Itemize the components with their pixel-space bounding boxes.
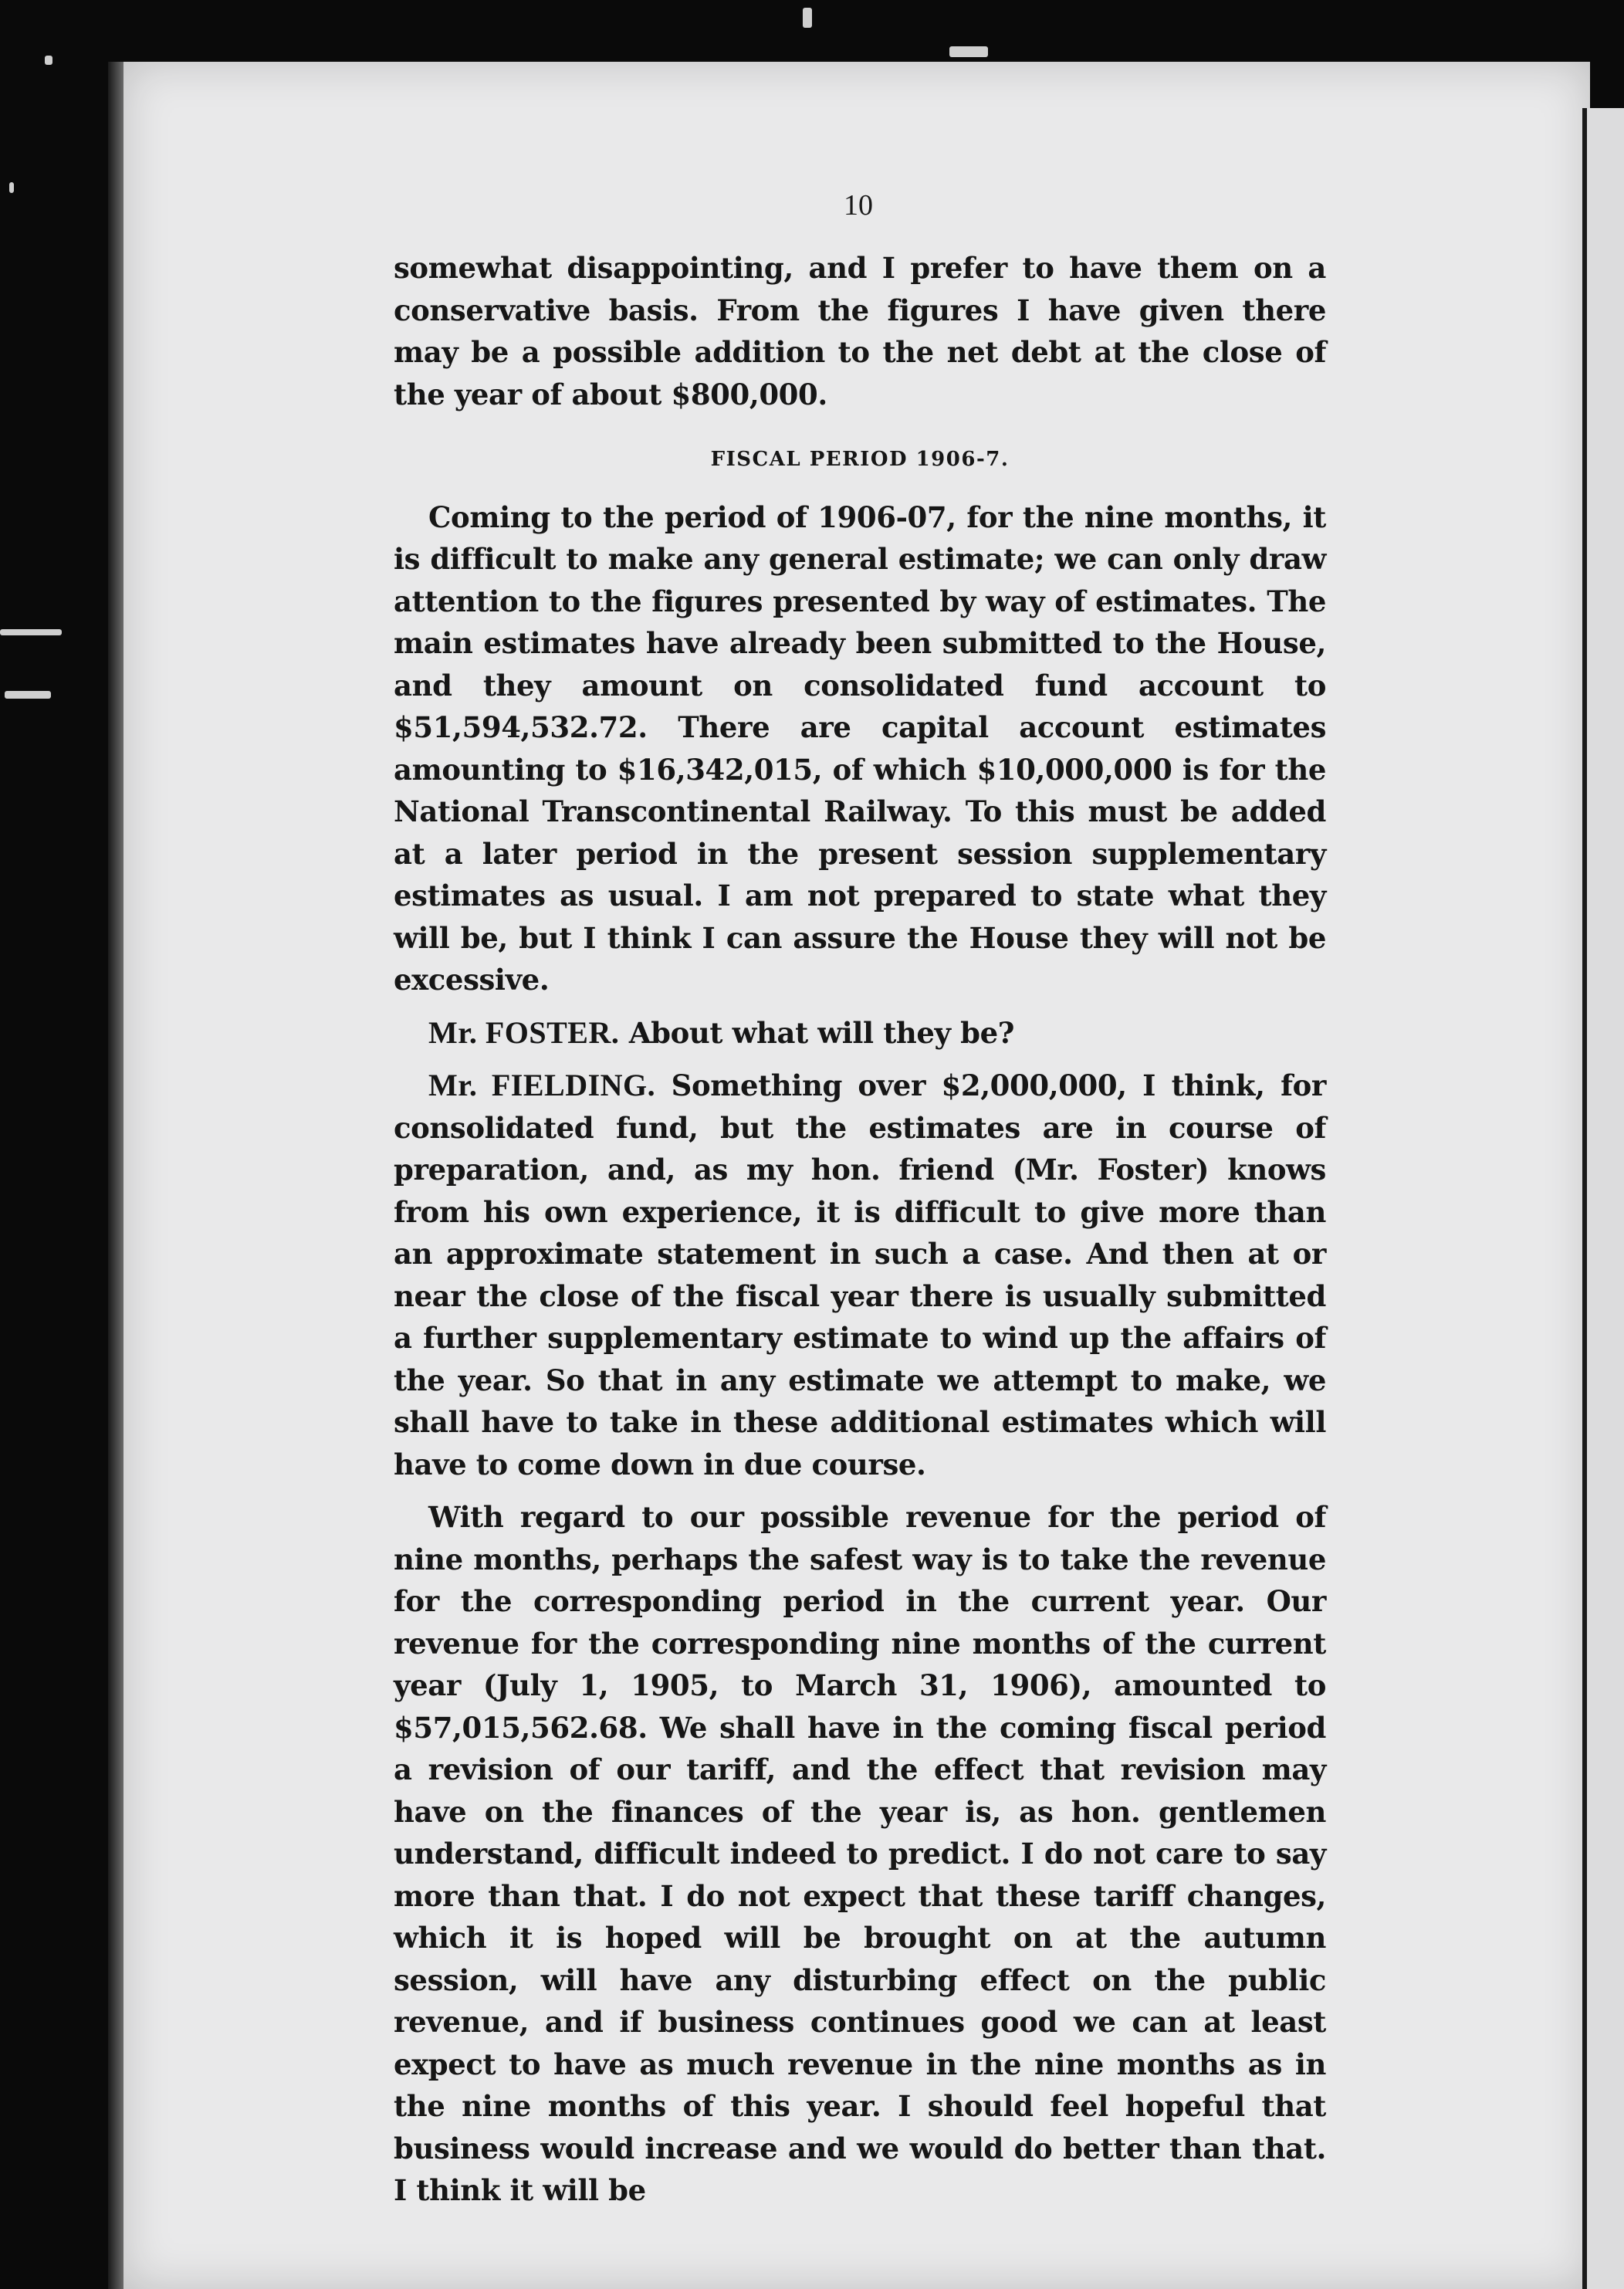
speech-fielding bbox=[394, 1065, 1326, 1485]
adjacent-page-edge bbox=[1582, 108, 1624, 2289]
speech-text-fielding: Something over $2,000,000, I think, for consolidated fund, but the estimates are in course of preparation, and, as my hon. friend (Mr. Foster) knows from his own experience, it is difficult to give more than an approximate statement in such a case. And then at or near the close of the fiscal year there is usually submitted a further supplementary estimate to wind up the affairs of the year. So that in any estimate we attempt to make, we shall have to take in these additional estimates which will have to come down in due course. bbox=[394, 1068, 1326, 1481]
speaker-name-fielding: Mr. FIELDING. bbox=[428, 1068, 656, 1102]
paragraph-fiscal-period: Coming to the period of 1906-07, for the nine months, it is difficult to make any general estimate; we can only draw attention to the figures presented by way of estimates. The main estimates have already been submitted to the House, and they amount on consolidated fund account to $51,594,532.72. There are capital account estimates amounting to $16,342,015, of which $10,000,000 is for the National Transcontinental Railway. To this must be added at a later period in the present session supplementary estimates as usual. I am not prepared to state what they will be, but I think I can assure the House they will not be excessive. bbox=[394, 499, 1326, 997]
speech-text-foster: About what will they be? bbox=[628, 1015, 1014, 1050]
speaker-name-foster: Mr. FOSTER. bbox=[428, 1014, 620, 1050]
paragraph-revenue: With regard to our possible revenue for the period of nine months, perhaps the safest way is to take the revenue for the corresponding period in the current year. Our revenue for the corresponding nine months of the current year (July 1, 1905, to March 31, 1906), amounted to $57,015,562.68. We shall have in the coming fiscal period a revision of our tariff, and the effect that revision may have on the finances of the year is, as hon. gentlemen understand, difficult indeed to predict. I do not care to say more than that. I do not expect that these tariff changes, which it is hoped will be brought on at the autumn session, will have any disturbing effect on the public revenue, and if business continues good we can at least expect to have as much revenue in the nine months as in the nine months of this year. I should feel hopeful that business would increase and we would do better than that. I think it will be bbox=[394, 1500, 1326, 2207]
scan-speck bbox=[803, 8, 812, 28]
page-number: 10 bbox=[844, 189, 873, 222]
page-text-block bbox=[394, 247, 1326, 2223]
paragraph-continued: somewhat disappointing, and I prefer to have them on a conservative basis. From the figures I have given there may be a possible addition to the net debt at the close of the year of about $800,000. bbox=[394, 251, 1326, 411]
scan-speck bbox=[45, 56, 52, 65]
scan-speck bbox=[5, 691, 51, 699]
scan-speck bbox=[0, 629, 62, 635]
scan-speck bbox=[9, 182, 14, 193]
scan-speck bbox=[949, 46, 988, 57]
section-heading: FISCAL PERIOD 1906-7. bbox=[710, 448, 1010, 471]
speech-foster bbox=[394, 1012, 1326, 1055]
